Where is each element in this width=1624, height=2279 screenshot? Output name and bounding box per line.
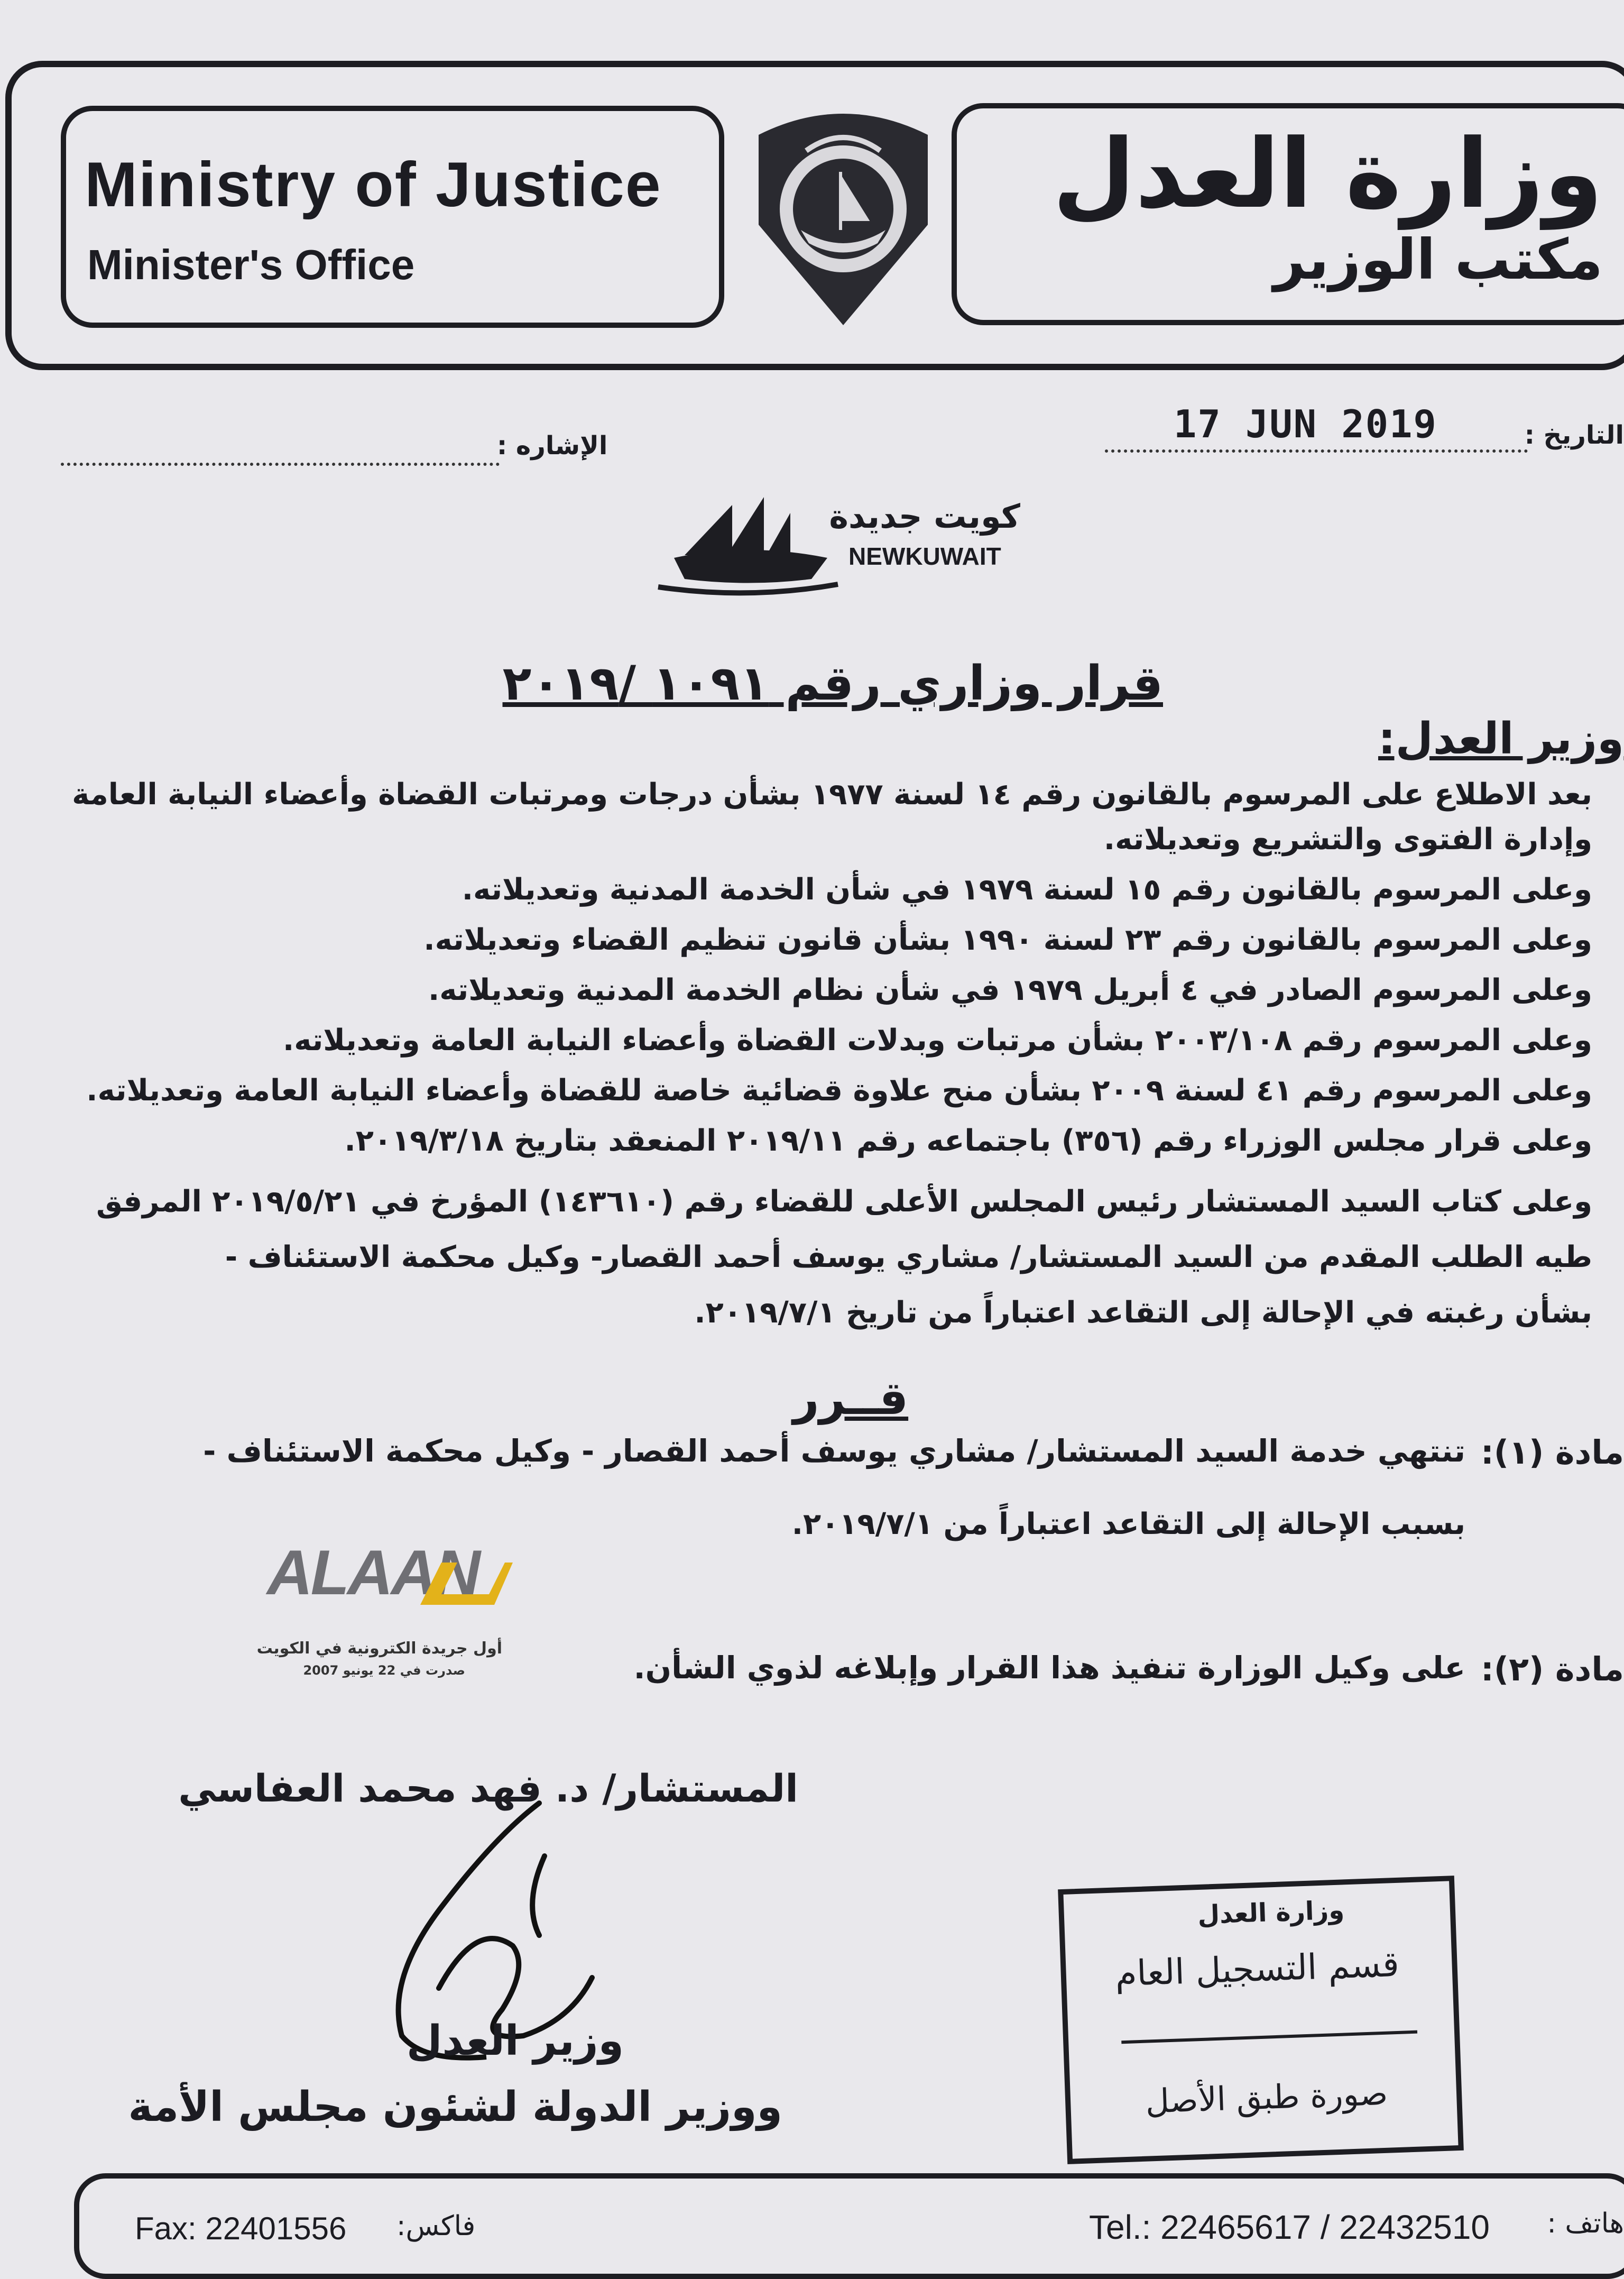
date-label: التاريخ : bbox=[1524, 420, 1624, 450]
watermark-mark-icon bbox=[410, 1557, 515, 1610]
decision-title: قرار وزاري رقم ١٠٩١ /٢٠١٩ bbox=[502, 656, 1163, 711]
preamble-line: وعلى المرسوم رقم ٢٠٠٣/١٠٨ بشأن مرتبات وبدلات القضاة وأعضاء النيابة العامة وتعديلاته. bbox=[282, 1023, 1592, 1058]
reference-dotted-line bbox=[61, 463, 500, 466]
preamble-line: وعلى المرسوم رقم ٤١ لسنة ٢٠٠٩ بشأن منح علاوة قضائية خاصة للقضاة وأعضاء النيابة العامة وتعديلاته. bbox=[86, 1073, 1592, 1108]
article-1-text-cont: بسبب الإحالة إلى التقاعد اعتباراً من ٢٠١٩/٧/١. bbox=[791, 1507, 1465, 1541]
alaan-watermark-logo bbox=[267, 1536, 531, 1642]
signatory-title-1: وزير العدل bbox=[406, 2017, 624, 2065]
fax-label: فاكس: bbox=[396, 2210, 476, 2242]
stamp-line-1: وزارة العدل bbox=[1197, 1895, 1345, 1931]
stamp-line-3: صورة طبق الأصل bbox=[1145, 2073, 1389, 2121]
date-dotted-line bbox=[1105, 449, 1528, 453]
stamp-line-2: قسم التسجيل العام bbox=[1114, 1943, 1400, 1995]
kuwait-emblem-icon bbox=[743, 103, 944, 325]
tel-label: هاتف : bbox=[1547, 2208, 1624, 2239]
preamble-line: طيه الطلب المقدم من السيد المستشار/ مشاري يوسف أحمد القصار- وكيل محكمة الاستئناف - bbox=[225, 1240, 1592, 1274]
office-subtitle-ar: مكتب الوزير bbox=[1273, 227, 1603, 292]
preamble-line: وعلى كتاب السيد المستشار رئيس المجلس الأعلى للقضاء رقم (١٤٣٦١٠) المؤرخ في ٢٠١٩/٥/٢١ المرفق bbox=[96, 1184, 1592, 1219]
date-stamp: 17 JUN 2019 bbox=[1174, 402, 1437, 446]
new-kuwait-ar: كويت جديدة bbox=[829, 497, 1020, 536]
decides-heading: قــرر bbox=[793, 1372, 909, 1425]
tel-number: Tel.: 22465617 / 22432510 bbox=[1089, 2208, 1490, 2246]
reference-label: الإشاره : bbox=[497, 431, 608, 461]
watermark-brand: ALAAN bbox=[267, 1537, 478, 1608]
fax-number: Fax: 22401556 bbox=[135, 2211, 347, 2246]
new-kuwait-en: NEWKUWAIT bbox=[848, 543, 1001, 570]
preamble-line: وإدارة الفتوى والتشريع وتعديلاته. bbox=[1103, 822, 1592, 857]
preamble-line: بشأن رغبته في الإحالة إلى التقاعد اعتباراً من تاريخ ٢٠١٩/٧/١. bbox=[694, 1295, 1592, 1330]
article-1-text: تنتهي خدمة السيد المستشار/ مشاري يوسف أحمد القصار - وكيل محكمة الاستئناف - bbox=[203, 1433, 1465, 1469]
preamble-line: وعلى المرسوم بالقانون رقم ١٥ لسنة ١٩٧٩ في شأن الخدمة المدنية وتعديلاته. bbox=[462, 872, 1592, 907]
watermark-since: صدرت في 22 يونيو 2007 bbox=[303, 1663, 465, 1678]
signatory-title-2: ووزير الدولة لشئون مجلس الأمة bbox=[128, 2083, 782, 2131]
ministry-title-en: Ministry of Justice bbox=[85, 149, 662, 220]
article-1-label: مادة (١): bbox=[1481, 1433, 1624, 1472]
ministry-title-ar: وزارة العدل bbox=[1053, 119, 1603, 229]
preamble-line: وعلى المرسوم بالقانون رقم ٢٣ لسنة ١٩٩٠ بشأن قانون تنظيم القضاء وتعديلاته. bbox=[423, 923, 1592, 957]
article-2-label: مادة (٢): bbox=[1481, 1650, 1624, 1688]
stamp-divider bbox=[1121, 2030, 1417, 2044]
article-2-text: على وكيل الوزارة تنفيذ هذا القرار وإبلاغه لذوي الشأن. bbox=[633, 1650, 1465, 1686]
preamble-line: بعد الاطلاع على المرسوم بالقانون رقم ١٤ لسنة ١٩٧٧ بشأن درجات ومرتبات القضاة وأعضاء النيابة العامة bbox=[72, 777, 1592, 812]
new-kuwait-ship-logo-icon bbox=[653, 494, 843, 600]
signatory-name: المستشار/ د. فهد محمد العفاسي bbox=[178, 1766, 798, 1811]
preamble-line: وعلى المرسوم الصادر في ٤ أبريل ١٩٧٩ في شأن نظام الخدمة المدنية وتعديلاته. bbox=[428, 973, 1592, 1007]
addressee: وزير العدل: bbox=[1378, 714, 1624, 764]
office-subtitle-en: Minister's Office bbox=[87, 241, 415, 288]
preamble-line: وعلى قرار مجلس الوزراء رقم (٣٥٦) باجتماعه رقم ٢٠١٩/١١ المنعقد بتاريخ ٢٠١٩/٣/١٨. bbox=[344, 1124, 1592, 1158]
registration-stamp bbox=[1058, 1876, 1464, 2164]
watermark-tagline: أول جريدة الكترونية في الكويت bbox=[256, 1639, 502, 1658]
